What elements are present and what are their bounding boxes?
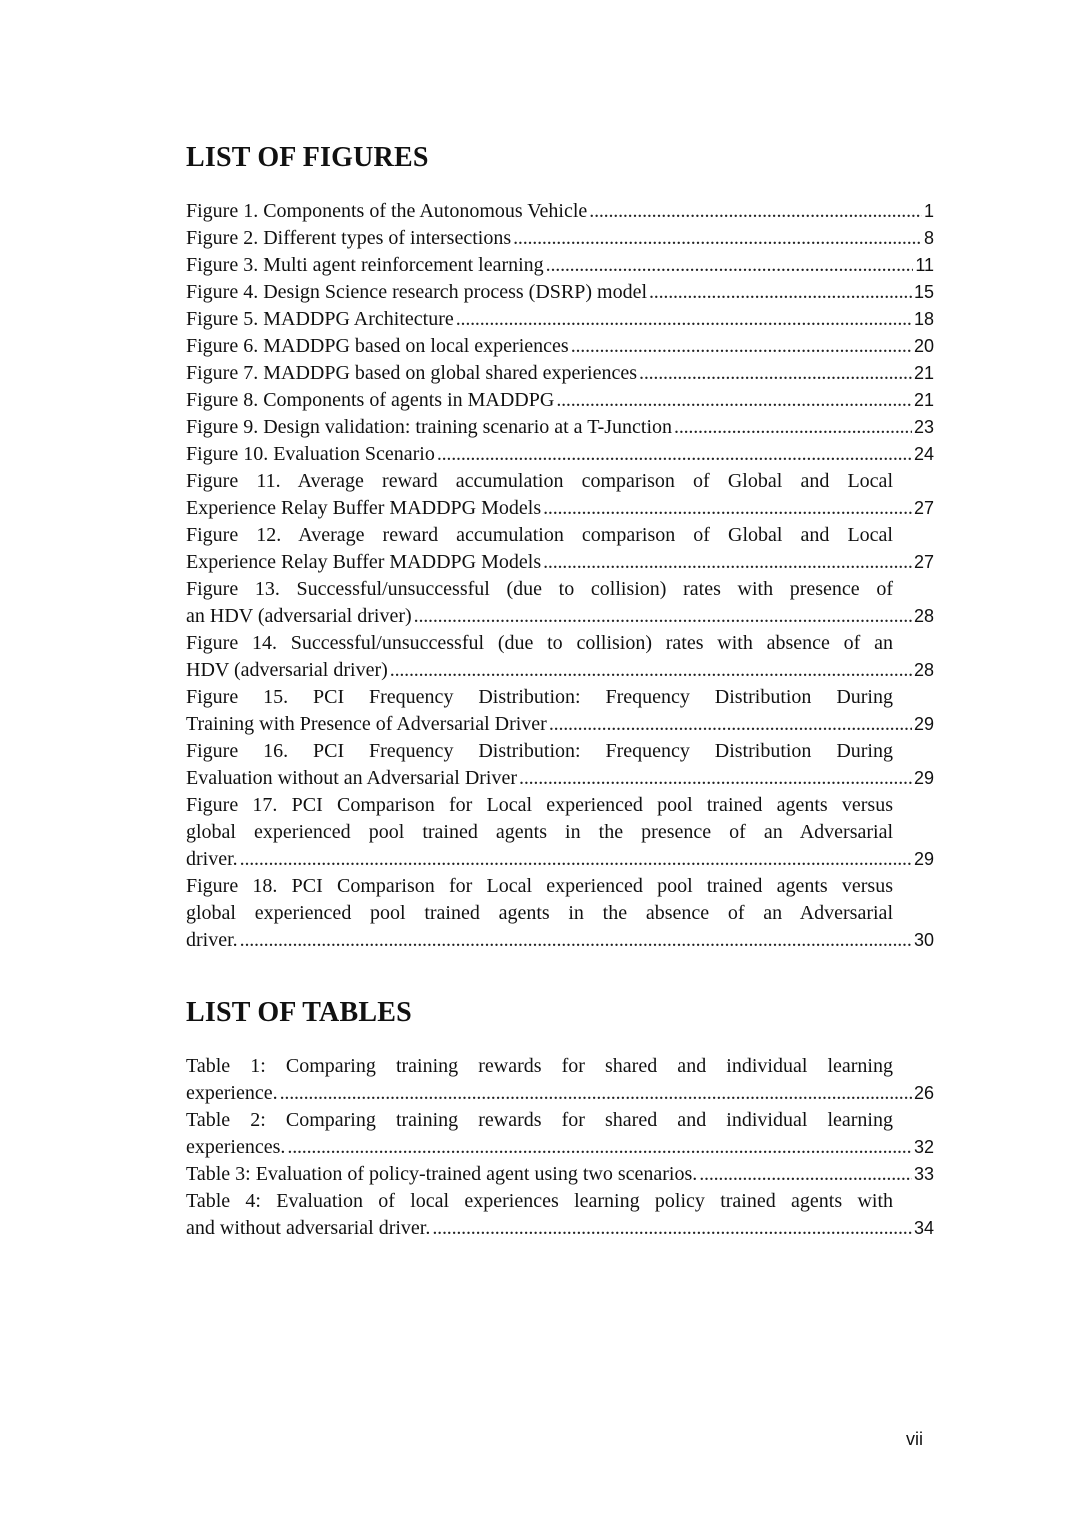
list-of-figures-heading: LIST OF FIGURES bbox=[186, 142, 429, 173]
toc-entry-title: Training with Presence of Adversarial Driver bbox=[186, 713, 547, 735]
dot-leader bbox=[699, 1161, 912, 1188]
figure-entry[interactable] bbox=[186, 873, 934, 954]
toc-entry-title: driver. bbox=[186, 848, 238, 870]
figure-entry[interactable] bbox=[186, 684, 934, 738]
toc-entry-title: Evaluation without an Adversarial Driver bbox=[186, 767, 518, 789]
toc-entry-line bbox=[186, 333, 934, 360]
dot-leader bbox=[556, 387, 912, 414]
toc-page-number: 15 bbox=[913, 282, 934, 302]
toc-entry-text: Figure 15. PCI Frequency Distribution: Frequency Distribution During bbox=[186, 686, 893, 708]
toc-page-number: 8 bbox=[923, 228, 934, 248]
toc-entry-title: Experience Relay Buffer MADDPG Models bbox=[186, 497, 542, 519]
toc-entry-line bbox=[186, 252, 934, 279]
figure-entry[interactable] bbox=[186, 441, 934, 468]
toc-entry-text: Table 4: Evaluation of local experiences learning policy trained agents with bbox=[186, 1190, 893, 1212]
toc-entry-text: global experienced pool trained agents in the absence of an Adversarial bbox=[186, 902, 893, 924]
toc-entry-line bbox=[186, 306, 934, 333]
dot-leader bbox=[543, 495, 912, 522]
dot-leader bbox=[639, 360, 912, 387]
figure-entry[interactable] bbox=[186, 522, 934, 576]
toc-entry-line bbox=[186, 414, 934, 441]
toc-entry-title: Figure 7. MADDPG based on global shared experiences bbox=[186, 362, 638, 384]
toc-entry-title: Experience Relay Buffer MADDPG Models bbox=[186, 551, 542, 573]
toc-entry-title: an HDV (adversarial driver) bbox=[186, 605, 412, 627]
figure-entry[interactable] bbox=[186, 792, 934, 873]
toc-page-number: 28 bbox=[913, 660, 934, 680]
toc-entry-title: Table 3: Evaluation of policy-trained agent using two scenarios. bbox=[186, 1163, 698, 1185]
toc-entry-line bbox=[186, 441, 934, 468]
toc-entry-text: global experienced pool trained agents in the presence of an Adversarial bbox=[186, 821, 893, 843]
toc-entry-line bbox=[186, 225, 934, 252]
figure-entry[interactable] bbox=[186, 225, 934, 252]
toc-entry-text: Figure 14. Successful/unsuccessful (due to collision) rates with absence of an bbox=[186, 632, 893, 654]
toc-entry-title: Figure 4. Design Science research process (DSRP) model bbox=[186, 281, 647, 303]
toc-entry-title: experience. bbox=[186, 1082, 278, 1104]
toc-page-number: 21 bbox=[913, 363, 934, 383]
toc-entry-title: Figure 5. MADDPG Architecture bbox=[186, 308, 454, 330]
toc-page-number: 20 bbox=[913, 336, 934, 356]
toc-entry-text: Figure 12. Average reward accumulation comparison of Global and Local bbox=[186, 524, 893, 546]
list-of-figures bbox=[186, 198, 934, 954]
table-entry[interactable] bbox=[186, 1161, 934, 1188]
toc-page-number: 21 bbox=[913, 390, 934, 410]
toc-page-number: 32 bbox=[913, 1137, 934, 1157]
table-entry[interactable] bbox=[186, 1107, 934, 1161]
toc-entry-text: Table 1: Comparing training rewards for shared and individual learning bbox=[186, 1055, 893, 1077]
dot-leader bbox=[390, 657, 912, 684]
toc-page-number: 30 bbox=[913, 930, 934, 950]
toc-entry-line bbox=[186, 279, 934, 306]
toc-entry-title: HDV (adversarial driver) bbox=[186, 659, 388, 681]
dot-leader bbox=[649, 279, 912, 306]
toc-entry-title: Figure 3. Multi agent reinforcement learning bbox=[186, 254, 544, 276]
dot-leader bbox=[519, 765, 912, 792]
toc-entry-text: Figure 13. Successful/unsuccessful (due to collision) rates with presence of bbox=[186, 578, 893, 600]
dot-leader bbox=[513, 225, 922, 252]
toc-entry-title: Figure 10. Evaluation Scenario bbox=[186, 443, 435, 465]
toc-entry-text: Figure 11. Average reward accumulation comparison of Global and Local bbox=[186, 470, 893, 492]
toc-entry-text: Figure 17. PCI Comparison for Local experienced pool trained agents versus bbox=[186, 794, 893, 816]
figure-entry[interactable] bbox=[186, 414, 934, 441]
dot-leader bbox=[432, 1215, 912, 1242]
toc-page-number: 18 bbox=[913, 309, 934, 329]
toc-page-number: 33 bbox=[913, 1164, 934, 1184]
dot-leader bbox=[240, 846, 912, 873]
dot-leader bbox=[240, 927, 912, 954]
figure-entry[interactable] bbox=[186, 333, 934, 360]
table-entry[interactable] bbox=[186, 1053, 934, 1107]
toc-page-number: 28 bbox=[913, 606, 934, 626]
toc-entry-line bbox=[186, 765, 934, 792]
toc-entry-title: Figure 9. Design validation: training scenario at a T-Junction bbox=[186, 416, 673, 438]
figure-entry[interactable] bbox=[186, 306, 934, 333]
toc-page-number: 1 bbox=[923, 201, 934, 221]
figure-entry[interactable] bbox=[186, 252, 934, 279]
toc-page-number: 27 bbox=[913, 552, 934, 572]
dot-leader bbox=[571, 333, 912, 360]
toc-entry-title: Figure 2. Different types of intersections bbox=[186, 227, 512, 249]
toc-entry-text: Figure 18. PCI Comparison for Local experienced pool trained agents versus bbox=[186, 875, 893, 897]
toc-page-number: 26 bbox=[913, 1083, 934, 1103]
toc-entry-title: and without adversarial driver. bbox=[186, 1217, 431, 1239]
toc-page-number: 34 bbox=[913, 1218, 934, 1238]
toc-page-number: 23 bbox=[913, 417, 934, 437]
toc-page-number: 27 bbox=[913, 498, 934, 518]
toc-entry-title: Figure 6. MADDPG based on local experiences bbox=[186, 335, 569, 357]
toc-entry-line bbox=[186, 198, 934, 225]
figure-entry[interactable] bbox=[186, 387, 934, 414]
figure-entry[interactable] bbox=[186, 468, 934, 522]
dot-leader bbox=[456, 306, 912, 333]
toc-entry-line bbox=[186, 927, 934, 954]
toc-page-number: 11 bbox=[915, 255, 934, 275]
figure-entry[interactable] bbox=[186, 360, 934, 387]
toc-entry-title: driver. bbox=[186, 929, 238, 951]
toc-entry-text: Figure 16. PCI Frequency Distribution: Frequency Distribution During bbox=[186, 740, 893, 762]
toc-page-number: 29 bbox=[913, 768, 934, 788]
toc-entry-line bbox=[186, 657, 934, 684]
figure-entry[interactable] bbox=[186, 198, 934, 225]
figure-entry[interactable] bbox=[186, 279, 934, 306]
toc-entry-line bbox=[186, 603, 934, 630]
toc-page-number: 24 bbox=[913, 444, 934, 464]
toc-entry-line bbox=[186, 495, 934, 522]
dot-leader bbox=[280, 1080, 912, 1107]
figure-entry[interactable] bbox=[186, 630, 934, 684]
dot-leader bbox=[414, 603, 912, 630]
dot-leader bbox=[589, 198, 922, 225]
toc-entry-line bbox=[186, 1161, 934, 1188]
table-entry[interactable] bbox=[186, 1188, 934, 1242]
toc-page-number: 29 bbox=[913, 849, 934, 869]
toc-entry-line bbox=[186, 1080, 934, 1107]
toc-entry-title: experiences. bbox=[186, 1136, 286, 1158]
toc-entry-line bbox=[186, 387, 934, 414]
toc-entry-line bbox=[186, 1134, 934, 1161]
page-number: vii bbox=[906, 1429, 923, 1449]
toc-page-number: 29 bbox=[913, 714, 934, 734]
dot-leader bbox=[546, 252, 914, 279]
dot-leader bbox=[543, 549, 912, 576]
figure-entry[interactable] bbox=[186, 738, 934, 792]
toc-entry-title: Figure 8. Components of agents in MADDPG bbox=[186, 389, 555, 411]
dot-leader bbox=[287, 1134, 912, 1161]
toc-entry-line bbox=[186, 1215, 934, 1242]
toc-entry-text: Table 2: Comparing training rewards for shared and individual learning bbox=[186, 1109, 893, 1131]
dot-leader bbox=[437, 441, 912, 468]
figure-entry[interactable] bbox=[186, 576, 934, 630]
dot-leader bbox=[549, 711, 912, 738]
toc-entry-line bbox=[186, 711, 934, 738]
toc-entry-line bbox=[186, 846, 934, 873]
list-of-tables bbox=[186, 1053, 934, 1242]
toc-entry-line bbox=[186, 360, 934, 387]
toc-entry-line bbox=[186, 549, 934, 576]
list-of-tables-heading: LIST OF TABLES bbox=[186, 997, 412, 1028]
toc-entry-title: Figure 1. Components of the Autonomous Vehicle bbox=[186, 200, 588, 222]
dot-leader bbox=[674, 414, 912, 441]
